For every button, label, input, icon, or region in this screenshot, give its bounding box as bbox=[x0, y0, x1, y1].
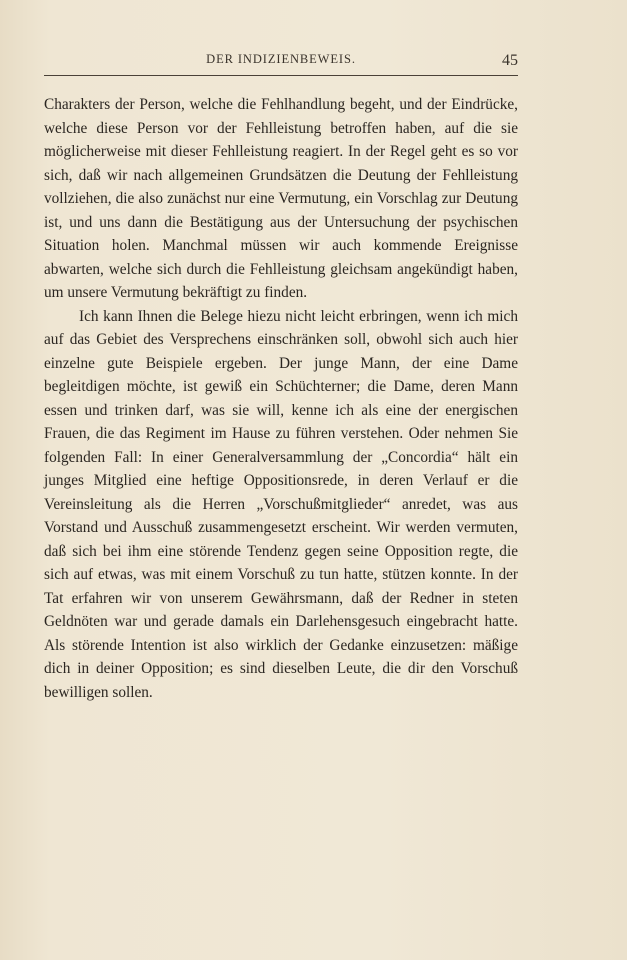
running-head-title: DER INDIZIENBEWEIS. bbox=[206, 52, 356, 66]
paragraph-examples: Ich kann Ihnen die Belege hiezu nicht leicht erbringen, wenn ich mich auf das Gebiet des Versprechens einschränken soll, obwohl sich auch hier einzelne gute Beispiele ergeben. Der junge Mann, der eine Dame begleitdigen möchte, ist gewiß ein Schüchterner; die Dame, deren Mann essen und trinken darf, was sie will, kenne ich als eine der energischen Frauen, die das Regiment im Hause zu führen verstehen. Oder nehmen Sie folgenden Fall: In einer Generalversammlung der „Concordia“ hält ein junges Mitglied eine heftige Oppositionsrede, in deren Verlauf er die Vereinsleitung als die Herren „Vorschußmitglieder“ anredet, was aus Vorstand und Ausschuß zusammengesetzt erscheint. Wir werden vermuten, daß sich bei ihm eine störende Tendenz gegen seine Opposition regte, die sich auf etwas, was mit einem Vorschuß zu tun hatte, stützen konnte. In der Tat erfahren wir von unserem Gewährsmann, daß der Redner in steten Geldnöten war und gerade damals ein Darlehensgesuch eingebracht hatte. Als störende Intention ist also wirklich der Gedanke einzusetzen: mäßige dich in deiner Opposition; es sind dieselben Leute, die dir den Vorschuß bewilligen sollen. bbox=[44, 307, 518, 701]
page-number: 45 bbox=[502, 52, 518, 69]
running-head bbox=[44, 52, 518, 70]
header-rule bbox=[44, 75, 518, 76]
body-text bbox=[44, 93, 518, 704]
paragraph-continuation: Charakters der Person, welche die Fehlhandlung begeht, und der Eindrücke, welche diese Person vor der Fehlleistung betroffen haben, auf die sie möglicherweise mit dieser Fehlleistung reagiert. In der Regel geht es so vor sich, daß wir nach allgemeinen Grundsätzen die Deutung der Fehlleistung vollziehen, die also zunächst nur eine Vermutung, ein Vorschlag zur Deutung ist, und uns dann die Bestätigung aus der Untersuchung der psychischen Situation holen. Manchmal müssen wir auch kommende Ereignisse abwarten, welche sich durch die Fehlleistung gleichsam angekündigt haben, um unsere Vermutung bekräftigt zu finden. bbox=[44, 96, 518, 301]
